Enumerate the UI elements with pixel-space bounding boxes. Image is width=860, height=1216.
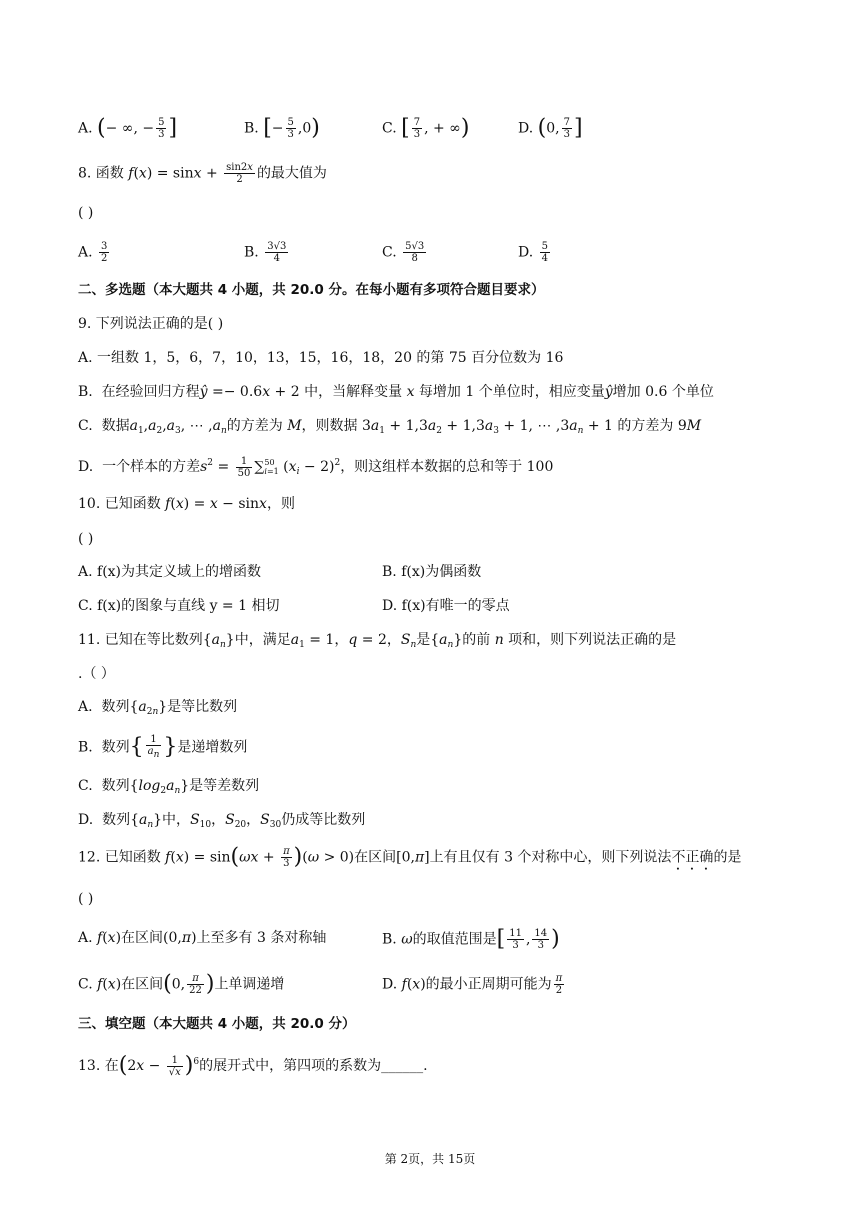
q9-option-a[interactable]: A. 一组数 1，5，6，7，10，13，15，16，18，20 的第 75 百分位数为 16 [78, 350, 564, 366]
q7-option-b-label: B. [244, 120, 259, 137]
q12-option-b[interactable]: B. ω的取值范围是[ $\frac{11}{3}$ , $\frac{14}{3}$ ) [382, 926, 560, 952]
q9-option-c[interactable]: C. 数据$a_1,a_2,a_3$, ⋯ $,a_n$的方差为 M，则数据 $3a_1 + 1,3a_2 + 1,3a_3 + 1$, ⋯ $,3a_n + 1$ 的方差为 9M [78, 418, 702, 436]
q11-option-a[interactable]: A. 数列$\{a_{2n}\}$是等比数列 [78, 699, 238, 717]
q10-stem: 10. 已知函数 f(x) = x − sinx，则 [78, 496, 295, 512]
q12-option-a[interactable]: A. f(x)在区间(0,π)上至多有 3 条对称轴 [78, 930, 327, 946]
q8-option-c[interactable]: C. $\frac{5√3}{8}$ [382, 241, 425, 264]
q11-option-d[interactable]: D. 数列$\{a_n\}$中，$S_{10}$，$S_{20}$，$S_{30}$仍成等比数列 [78, 812, 366, 830]
q10-option-d[interactable]: D. f(x)有唯一的零点 [382, 598, 510, 614]
q8-option-b-label: B. [244, 244, 259, 261]
q7-option-c[interactable]: C. [ $\frac{7}{3}$ , + ∞) [382, 115, 470, 141]
section-3-heading: 三、填空题（本大题共 4 小题，共 20.0 分） [78, 1016, 356, 1032]
q8-option-a[interactable]: A. $\frac{3}{2}$ [78, 241, 108, 264]
q11-stem: 11. 已知在等比数列$\{a_n\}$中，满足$a_1 = 1$，q = 2，$S_n$是$\{a_n\}$的前 n 项和，则下列说法正确的是 [78, 632, 677, 650]
q12-stem: 12. 已知函数 f(x) = sin(ωx + $\frac{\pi}{3}$ )(ω > 0)在区间[0,π]上有且仅有 3 个对称中心，则下列说法不正确的是 [78, 844, 742, 870]
q11-option-c[interactable]: C. 数列$\{\log_2a_n\}$是等差数列 [78, 778, 260, 796]
q9-stem: 9. 下列说法正确的是( ) [78, 316, 224, 332]
q10-option-c[interactable]: C. f(x)的图象与直线 y = 1 相切 [78, 598, 280, 614]
q12-option-c[interactable]: C. f(x)在区间(0, $\frac{\pi}{22}$ )上单调递增 [78, 971, 285, 997]
q8-paren: ( ) [78, 205, 94, 221]
q7-option-a[interactable]: A. (− ∞, − $\frac{5}{3}$ ] [78, 115, 178, 141]
q7-option-d[interactable]: D. (0, $\frac{7}{3}$ ] [518, 115, 583, 141]
q7-option-c-label: C. [382, 120, 397, 137]
q11-paren: .（ ） [78, 666, 115, 682]
q7-option-a-label: A. [78, 120, 93, 137]
q8-option-d[interactable]: D. $\frac{5}{4}$ [518, 241, 549, 264]
q8-option-d-label: D. [518, 244, 534, 261]
q8-option-c-label: C. [382, 244, 397, 261]
q10-option-a[interactable]: A. f(x)为其定义域上的增函数 [78, 564, 262, 580]
q13-stem: 13. 在(2x − $\frac{1}{√x}$ )$^6$的展开式中，第四项的系数为______. [78, 1053, 428, 1078]
q10-paren: ( ) [78, 531, 94, 547]
q8-option-b[interactable]: B. $\frac{3√3}{4}$ [244, 241, 287, 264]
q8-option-a-label: A. [78, 244, 93, 261]
q12-paren: ( ) [78, 891, 94, 907]
q7-option-b[interactable]: B. [− $\frac{5}{3}$ ,0) [244, 115, 320, 141]
page-footer: 第 2页，共 15页 [384, 1152, 476, 1166]
q10-option-b[interactable]: B. f(x)为偶函数 [382, 564, 482, 580]
q9-option-b[interactable]: B. 在经验回归方程ŷ =− 0.6x + 2 中，当解释变量 x 每增加 1 个单位时，相应变量ŷ增加 0.6 个单位 [78, 384, 714, 400]
q9-option-d[interactable]: D. 一个样本的方差$s^2$ = $\frac{1}{50}$ ∑ 50 i=1 $(x_i - 2)^2$，则这组样本数据的总和等于 100 [78, 455, 554, 479]
q11-option-b[interactable]: B. 数列{ $\frac{1}{an}$ }是递增数列 [78, 734, 248, 760]
section-2-heading: 二、多选题（本大题共 4 小题，共 20.0 分。在每小题有多项符合题目要求） [78, 282, 545, 298]
q8-stem: 8. 函数 f(x) = sinx + $\frac{\sin 2x}{2}$ 的最大值为 [78, 162, 327, 185]
q7-option-d-label: D. [518, 120, 534, 137]
q12-option-d[interactable]: D. f(x)的最小正周期可能为 $\frac{\pi}{2}$ [382, 973, 563, 996]
